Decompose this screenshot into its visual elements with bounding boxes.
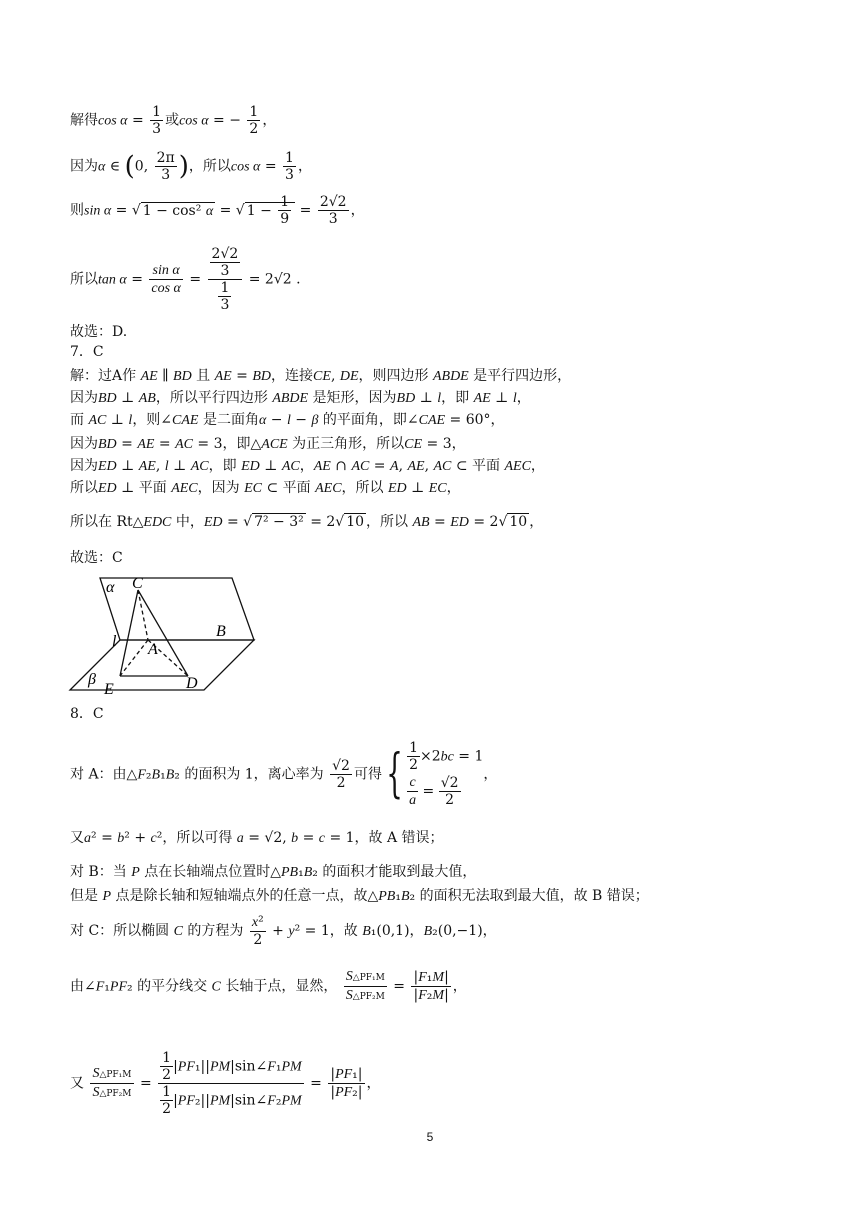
text-line: 而 AC ⊥ l，则∠CAE 是二面角α − l − β 的平面角，即∠CAE = 60°， <box>70 412 505 428</box>
text-line: 故选：D. <box>70 324 128 340</box>
text-line: 对 A：由△F₂B₁B₂ 的面积为 1，离心率为 $\frac{√2}{2}$ 可得{ $\frac{1}{2}$ ×2bc = 1 $\frac{c}{a}$ = $\frac{√2}{2}$ ， <box>70 740 498 808</box>
text-line: 所以ED ⊥ 平面 AEC，因为 EC ⊂ 平面 AEC，所以 ED ⊥ EC， <box>70 480 461 496</box>
text-line: 又a² = b² + c²，所以可得 a = √2, b = c = 1，故 A 错误； <box>70 830 444 846</box>
text-line: 解：过A作 AE ∥ BD 且 AE = BD，连接CE, DE，则四边形 ABDE 是平行四边形， <box>70 368 572 384</box>
label-D: D <box>186 675 198 692</box>
text-line: 由∠F₁PF₂ 的平分线交 C 长轴于点，显然， $\frac{\text{S△PF₁M}}{\text{S△PF₂M}}$ = $\frac{\text{|F₁M|}}{\text{|F₂M|}}$ ， <box>70 969 467 1003</box>
text-line: 所以tan α = $\frac{\text{sin α}}{\text{cos α}}$ = $\frac{\frac{2√2}{3}}{\frac{1}{3}}$ = 2√2 . <box>70 246 301 313</box>
text-line: 但是 P 点是除长轴和短轴端点外的任意一点，故△PB₁B₂ 的面积无法取到最大值，故 B 错误； <box>70 888 649 904</box>
text-line: 又 $\frac{\text{S△PF₁M}}{\text{S△PF₂M}}$ = $\frac{1}{2}$ |PF₁||PM|sin∠F₁PM $\frac{1}{2}$ |PF₂||PM|sin∠F₂PM = $\frac{\text{|PF₁|}}{\text{|PF₂|}}$ ， <box>70 1050 381 1117</box>
problem-number: 7．C <box>70 344 104 360</box>
label-A: A <box>148 641 158 658</box>
label-l: l <box>112 633 117 650</box>
label-beta: β <box>88 671 96 688</box>
dihedral-angle-figure <box>66 572 266 696</box>
label-E: E <box>104 681 114 696</box>
label-C: C <box>132 575 143 592</box>
label-B: B <box>216 623 226 640</box>
text-line: 因为ED ⊥ AE, l ⊥ AC，即 ED ⊥ AC，AE ∩ AC = A, AE, AC ⊂ 平面 AEC， <box>70 458 545 474</box>
text-line: 故选：C <box>70 550 123 566</box>
text-line: 因为α ∈ (0, $\frac{2\pi}{3}$ )，所以cos α = $\frac{1}{3}$ ， <box>70 150 312 183</box>
page-number: 5 <box>426 1130 434 1144</box>
text-line: 对 C：所以椭圆 C 的方程为 $\frac{\text{x²}}{2}$ + y² = 1，故 B₁(0,1)，B₂(0,−1)， <box>70 914 497 948</box>
label-alpha: α <box>106 579 115 596</box>
text-line: 因为BD ⊥ AB，所以平行四边形 ABDE 是矩形，因为BD ⊥ l，即 AE ⊥ l， <box>70 390 531 406</box>
problem-number: 8．C <box>70 706 104 722</box>
text-line: 则sin α = √ 1 − cos² α = √ 1 − $\frac{1}{9}$ = $\frac{2√2}{3}$ ， <box>70 194 365 227</box>
text-line: 对 B：当 P 点在长轴端点位置时△PB₁B₂ 的面积才能取到最大值， <box>70 864 477 880</box>
text-line: 解得cos α = $\frac{1}{3}$ 或cos α = − $\frac{1}{2}$ ， <box>70 104 277 137</box>
text-line: 所以在 Rt△EDC 中，ED = √ 7² − 3² = 2√ 10 ，所以 AB = ED = 2√ 10 ， <box>70 514 544 530</box>
text-line: 因为BD = AE = AC = 3，即△ACE 为正三角形，所以CE = 3， <box>70 436 466 452</box>
